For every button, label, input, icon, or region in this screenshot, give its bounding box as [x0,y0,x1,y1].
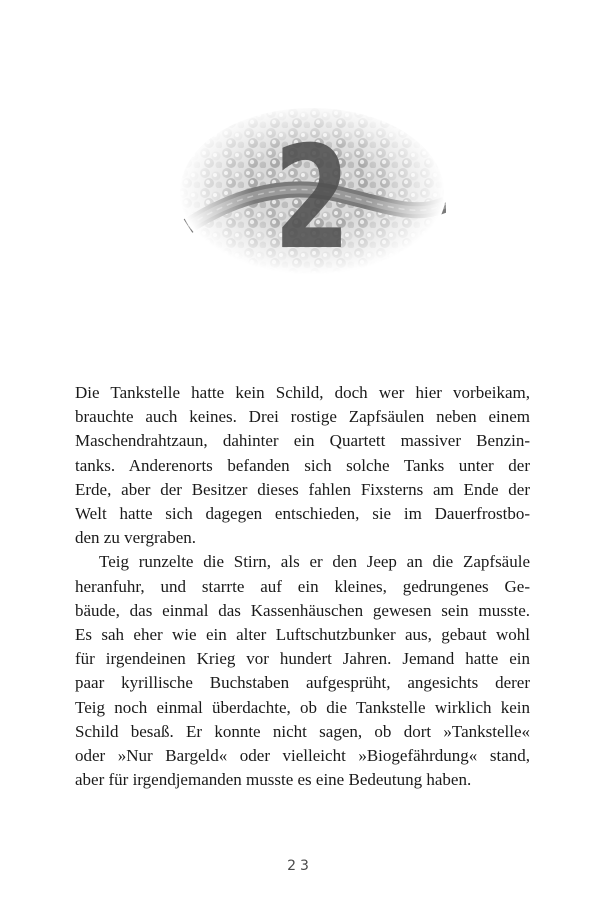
text-line: aber für irgendjemanden musste es eine Bedeutung haben. [75,770,472,790]
text-line: heranfuhr, und starrte auf ein kleines, gedrungenes Ge- [75,576,530,596]
text-line: paar kyrillische Buchstaben aufgesprüht, angesichts derer [75,673,530,693]
paragraph-1 [75,381,530,550]
chapter-illustration [178,108,446,280]
text-line: für irgendeinen Krieg vor hundert Jahren. Jemand hatte ein [75,649,530,669]
text-line: Maschendrahtzaun, dahinter ein Quartett massiver Benzin- [75,431,530,451]
text-line: Schild besaß. Er konnte nicht sagen, ob dort »Tankstelle« [75,721,530,741]
text-line: Die Tankstelle hatte kein Schild, doch wer hier vorbeikam, [75,383,530,402]
text-line: Es sah eher wie ein alter Luftschutzbunker aus, gebaut wohl [75,625,530,645]
text-line: Teig runzelte die Stirn, als er den Jeep an die Zapfsäule [99,552,530,572]
text-line: tanks. Anderenorts befanden sich solche Tanks unter der [75,455,530,475]
chapter-number: 2 [273,116,351,281]
text-line: Erde, aber der Besitzer dieses fahlen Fixsterns am Ende der [75,479,530,499]
text-line: Welt hatte sich dagegen entschieden, sie im Dauerfrostbo- [75,504,530,524]
paragraph-2 [75,550,530,792]
text-line: oder »Nur Bargeld« oder vielleicht »Biogefährdung« stand, [75,746,530,766]
page-number: 23 [287,858,313,874]
chapter-body-text [75,381,530,792]
text-line: bäude, das einmal das Kassenhäuschen gewesen sein musste. [75,600,530,620]
text-line: Teig noch einmal überdachte, ob die Tankstelle wirklich kein [75,697,530,717]
text-line: brauchte auch keines. Drei rostige Zapfsäulen neben einem [75,407,530,427]
text-line: den zu vergraben. [75,528,196,548]
